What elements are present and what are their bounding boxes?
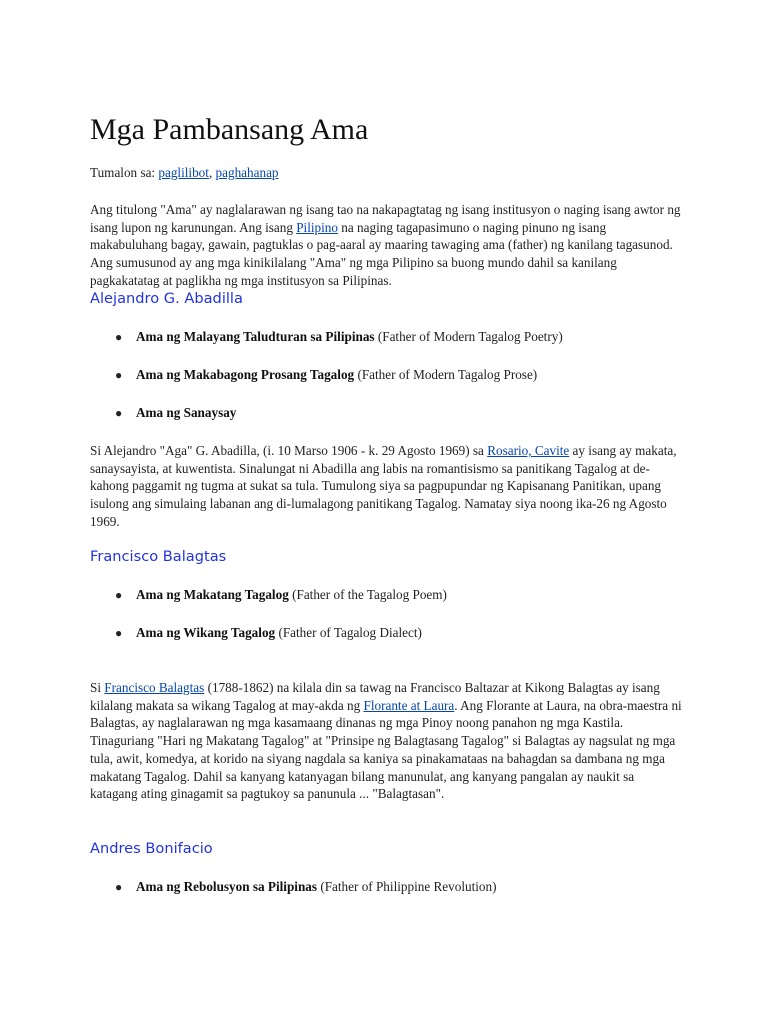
bullet-text: (Father of Modern Tagalog Prose) bbox=[354, 367, 538, 382]
intro-text-2: na naging tagapasimuno o naging pinuno ng isang makabuluhang bagay, gawain, pagtuklas o pag-aaral ay maaring tawaging ama (father) ng kanilang tagasunod. Ang sumusunod ay ang mga kinikilalang "Ama" ng mga Pilipino sa buong mundo dahil sa kanilang pagkakatatag at paglikha ng mga institusyon sa Pilipinas. bbox=[90, 219, 673, 288]
bullet-bold-text: Ama ng Wikang Tagalog bbox=[136, 625, 276, 640]
bullet-bold-text: Ama ng Makatang Tagalog bbox=[136, 587, 289, 602]
balagtas-text-2: (1788-1862) na kilala din sa tawag na Francisco Baltazar at Kikong Balagtas ay isang kilalang makata sa wikang Tagalog at may-akda ng bbox=[90, 680, 660, 713]
bullet-bold-text: Ama ng Rebolusyon sa Pilipinas bbox=[136, 879, 318, 894]
bullet-icon: ● bbox=[115, 588, 123, 602]
abadilla-heading-link[interactable]: Alejandro G. Abadilla bbox=[90, 290, 243, 307]
pilipino-link[interactable]: Pilipino bbox=[296, 219, 338, 235]
bullet-icon: ● bbox=[115, 626, 123, 640]
bullet-text: (Father of Philippine Revolution) bbox=[317, 879, 497, 894]
florante-at-laura-link[interactable]: Florante at Laura bbox=[363, 697, 455, 713]
abadilla-paragraph bbox=[90, 442, 682, 531]
bullet-text: (Father of Modern Tagalog Poetry) bbox=[374, 329, 563, 344]
jump-to-line bbox=[90, 164, 682, 182]
bonifacio-heading-link[interactable]: Andres Bonifacio bbox=[90, 840, 213, 857]
bullet-bold-text: Ama ng Makabagong Prosang Tagalog bbox=[136, 367, 355, 382]
balagtas-text-3: . Ang Florante at Laura, na obra-maestra ni Balagtas, ay naglalarawan ng mga kasamaang dinanas ng mga Pinoy noong panahon ng mga Kastila. Tinaguriang "Hari ng Makatang Tagalog" at "Prinsipe ng Balagtasang Tagalog" si Balagtas ay nagsulat ng mga tula, awit, komedya, at korido na siyang nagdala sa kaniya sa pinakamataas na bahagdan sa dambana ng mga makatang Tagalog. Dahil sa kanyang katanyagan bilang manunulat, ang kanyang pangalan ay naukit sa katagang ating ginagamit sa pagtukoy sa panunula ... "Balagtasan". bbox=[90, 697, 682, 802]
section-heading-bonifacio bbox=[90, 840, 213, 858]
bullet-icon: ● bbox=[115, 368, 123, 382]
list-item bbox=[115, 878, 497, 896]
balagtas-heading-link[interactable]: Francisco Balagtas bbox=[90, 548, 227, 565]
intro-text-1: Ang titulong "Ama" ay naglalarawan ng isang tao na nakapagtatag ng isang institusyon o naging isang awtor ng isang lupon ng karunungan. Ang isang bbox=[90, 202, 681, 235]
bullet-text: (Father of Tagalog Dialect) bbox=[275, 625, 422, 640]
list-item bbox=[115, 586, 447, 604]
section-heading-balagtas bbox=[90, 548, 226, 566]
bullet-icon: ● bbox=[115, 330, 123, 344]
bullet-bold-text: Ama ng Malayang Taludturan sa Pilipinas bbox=[136, 329, 375, 344]
francisco-balagtas-link[interactable]: Francisco Balagtas bbox=[104, 680, 205, 695]
intro-paragraph bbox=[90, 201, 682, 290]
abadilla-text-1: Si Alejandro "Aga" G. Abadilla, (i. 10 Marso 1906 - k. 29 Agosto 1969) sa bbox=[90, 443, 488, 458]
bullet-text: (Father of the Tagalog Poem) bbox=[288, 587, 447, 602]
list-item bbox=[115, 404, 236, 422]
jump-separator: , bbox=[208, 165, 216, 180]
abadilla-text-2: ay isang ay makata, sanaysayista, at kuwentista. Sinalungat ni Abadilla ang labis na romantisismo sa panitikang Tagalog at de-kahong paggamit ng tugma at sukat sa tula. Tumulong siya sa pagpupundar ng Kapisanang Panitikan, upang isulong ang simulaing labanan ang di-lumalagong panitikang Tagalog. Namatay siya noong ika-26 ng Agosto 1969. bbox=[90, 443, 677, 529]
bullet-icon: ● bbox=[115, 880, 123, 894]
page-title: Mga Pambansang Ama bbox=[90, 113, 369, 146]
balagtas-text-1: Si bbox=[90, 680, 105, 695]
list-item bbox=[115, 328, 563, 346]
bullet-bold-text: Ama ng Sanaysay bbox=[136, 405, 237, 420]
jump-prefix: Tumalon sa: bbox=[90, 165, 159, 180]
rosario-cavite-link[interactable]: Rosario, Cavite bbox=[487, 443, 570, 458]
search-link[interactable]: paghahanap bbox=[215, 165, 279, 180]
navigation-link[interactable]: paglilibot bbox=[158, 165, 209, 180]
section-heading-abadilla bbox=[90, 290, 243, 308]
list-item bbox=[115, 624, 422, 642]
list-item bbox=[115, 366, 537, 384]
balagtas-paragraph bbox=[90, 679, 682, 803]
bullet-icon: ● bbox=[115, 406, 123, 420]
